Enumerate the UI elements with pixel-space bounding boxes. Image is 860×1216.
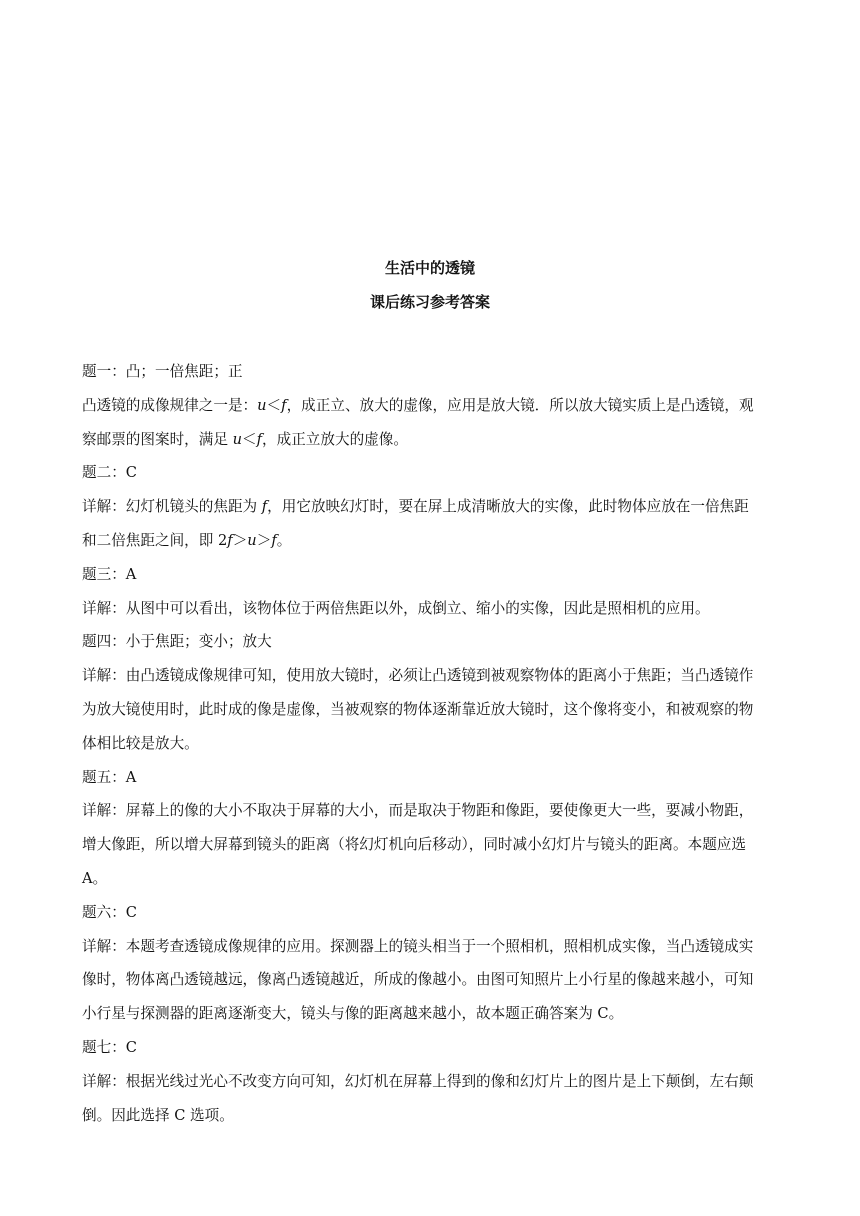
- q1-explanation-line-1: 凸透镜的成像规律之一是：u＜f，成正立、放大的虚像，应用是放大镜．所以放大镜实质上是凸透镜，观: [82, 396, 754, 414]
- q6-explanation-line-3: 小行星与探测器的距离逐渐变大，镜头与像的距离越来越小，故本题正确答案为 C。: [82, 1005, 624, 1023]
- q5-heading: 题五：A: [82, 768, 137, 786]
- q2-explanation-line-2: 和二倍焦距之间，即 2f＞u＞f。: [82, 531, 292, 549]
- q1-heading: 题一：凸；一倍焦距；正: [82, 363, 243, 380]
- q2-heading: 题二：C: [82, 464, 137, 482]
- page-subtitle: 课后练习参考答案: [369, 293, 490, 311]
- q5-explanation-line-2: 增大像距，所以增大屏幕到镜头的距离（将幻灯机向后移动），同时减小幻灯片与镜头的距离。本题应选: [82, 836, 747, 854]
- q5-explanation-line-3: A。: [82, 869, 108, 887]
- q4-explanation-line-1: 详解：由凸透镜成像规律可知，使用放大镜时，必须让凸透镜到被观察物体的距离小于焦距；当凸透镜作: [82, 667, 754, 685]
- q6-explanation-line-2: 像时，物体离凸透镜越远，像离凸透镜越近，所成的像越小。由图可知照片上小行星的像越来越小，可知: [82, 971, 754, 989]
- q2-explanation-line-1: 详解：幻灯机镜头的焦距为 f，用它放映幻灯时，要在屏上成清晰放大的实像，此时物体应放在一倍焦距: [82, 498, 749, 516]
- q5-explanation-line-1: 详解：屏幕上的像的大小不取决于屏幕的大小，而是取决于物距和像距，要使像更大一些，要减小物距，: [82, 802, 754, 820]
- q4-explanation-line-3: 体相比较是放大。: [82, 734, 199, 752]
- q7-explanation-line-2: 倒。因此选择 C 选项。: [82, 1106, 234, 1124]
- q4-heading: 题四：小于焦距；变小；放大: [82, 633, 272, 651]
- q3-explanation: 详解：从图中可以看出，该物体位于两倍焦距以外，成倒立、缩小的实像，因此是照相机的应用。: [82, 599, 710, 617]
- q6-explanation-line-1: 详解：本题考查透镜成像规律的应用。探测器上的镜头相当于一个照相机，照相机成实像，当凸透镜成实: [82, 937, 754, 955]
- page-title: 生活中的透镜: [384, 259, 475, 277]
- q7-explanation-line-1: 详解：根据光线过光心不改变方向可知，幻灯机在屏幕上得到的像和幻灯片上的图片是上下颠倒，左右颠: [82, 1072, 754, 1090]
- q6-heading: 题六：C: [82, 903, 137, 921]
- q7-heading: 题七：C: [82, 1038, 137, 1056]
- q4-explanation-line-2: 为放大镜使用时，此时成的像是虚像，当被观察的物体逐渐靠近放大镜时，这个像将变小，和被观察的物: [82, 700, 754, 718]
- answers-body: [82, 355, 778, 1132]
- q3-heading: 题三：A: [82, 565, 137, 583]
- q1-explanation-line-2: 察邮票的图案时，满足 u＜f，成正立放大的虚像。: [82, 430, 408, 448]
